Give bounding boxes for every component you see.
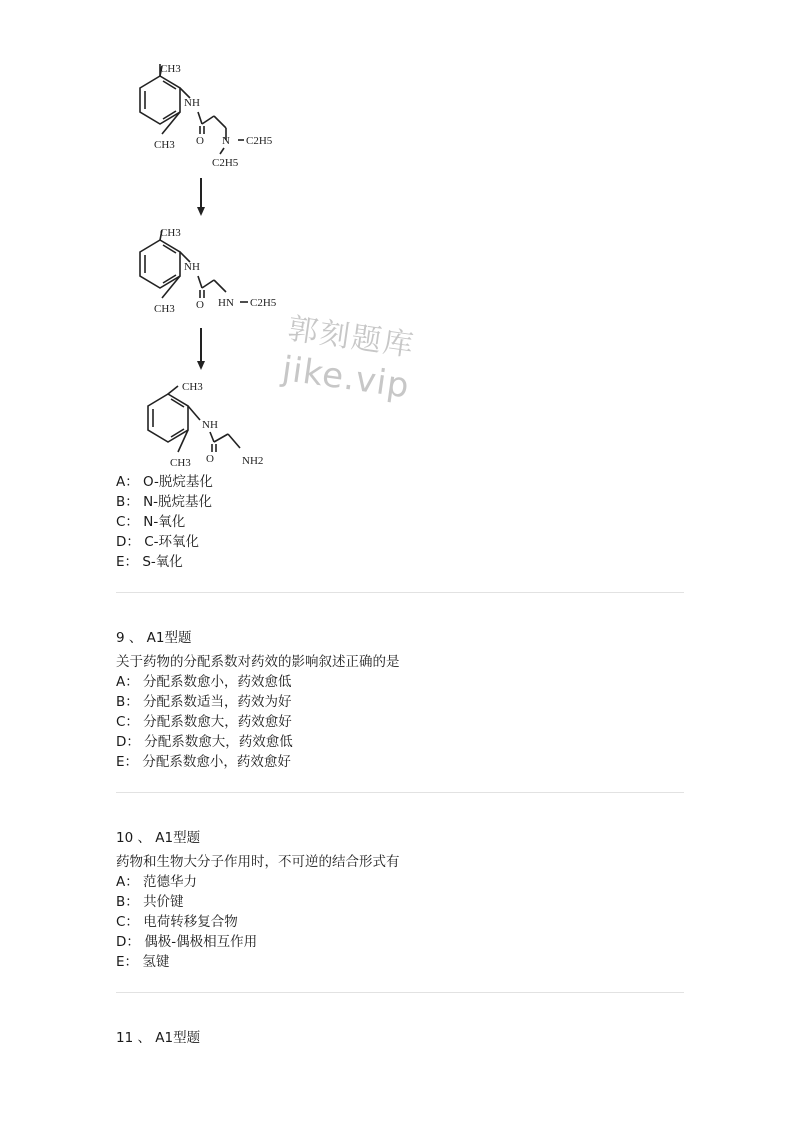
q9-option-c[interactable]: C： 分配系数愈大，药效愈好 [116, 714, 292, 730]
s3-nh-label: NH [202, 419, 218, 431]
s1-o-label: O [196, 135, 204, 147]
s2-ch3-bottom-label: CH3 [154, 303, 175, 315]
q8-option-e[interactable]: E： S-氧化 [116, 554, 183, 570]
q10-option-e[interactable]: E： 氢键 [116, 954, 170, 970]
q9-option-a[interactable]: A： 分配系数愈小，药效愈低 [116, 674, 292, 690]
s2-ch3-top-label: CH3 [160, 227, 181, 239]
q8-option-d[interactable]: D： C-环氧化 [116, 534, 200, 550]
s1-nh-label: NH [184, 97, 200, 109]
s3-nh2-label: NH2 [242, 455, 264, 467]
s3-ch3-top-label: CH3 [182, 381, 203, 393]
s1-c2h5-b-label: C2H5 [212, 157, 239, 169]
q10-stem: 药物和生物大分子作用时，不可逆的结合形式有 [116, 854, 400, 870]
s1-ch3-top-label: CH3 [160, 63, 181, 75]
watermark-line2: jike.vip [279, 349, 413, 407]
s1-n-label: N [222, 135, 230, 147]
q8-option-a[interactable]: A： O-脱烷基化 [116, 474, 213, 490]
watermark [280, 303, 419, 406]
q10-option-d[interactable]: D： 偶极-偶极相互作用 [116, 934, 258, 950]
s3-o-label: O [206, 453, 214, 465]
s3-ch3-bottom-label: CH3 [170, 457, 191, 469]
chemical-structure-3 [130, 376, 290, 472]
s2-hn-label: HN [218, 297, 234, 309]
chemical-structure-1 [118, 58, 298, 176]
q8-option-b[interactable]: B： N-脱烷基化 [116, 494, 213, 510]
chemical-structure-2 [118, 222, 298, 322]
q10-option-a[interactable]: A： 范德华力 [116, 874, 198, 890]
divider [116, 992, 684, 993]
q10-option-b[interactable]: B： 共价键 [116, 894, 184, 910]
s2-c2h5-label: C2H5 [250, 297, 277, 309]
reaction-arrow-2 [197, 328, 205, 370]
s1-ch3-bottom-label: CH3 [154, 139, 175, 151]
q9-option-b[interactable]: B： 分配系数适当，药效为好 [116, 694, 292, 710]
s2-nh-label: NH [184, 261, 200, 273]
divider [116, 792, 684, 793]
q9-header: 9 、 A1型题 [116, 630, 192, 646]
watermark-line1: 郭刻题库 [285, 311, 418, 364]
reaction-arrow-1 [197, 178, 205, 216]
q10-header: 10 、 A1型题 [116, 830, 201, 846]
q11-header: 11 、 A1型题 [116, 1030, 201, 1046]
divider [116, 592, 684, 593]
q9-option-e[interactable]: E： 分配系数愈小，药效愈好 [116, 754, 291, 770]
s2-o-label: O [196, 299, 204, 311]
q9-option-d[interactable]: D： 分配系数愈大，药效愈低 [116, 734, 293, 750]
q10-option-c[interactable]: C： 电荷转移复合物 [116, 914, 238, 930]
q8-option-c[interactable]: C： N-氧化 [116, 514, 186, 530]
s1-c2h5-a-label: C2H5 [246, 135, 273, 147]
q9-stem: 关于药物的分配系数对药效的影响叙述正确的是 [116, 654, 400, 670]
